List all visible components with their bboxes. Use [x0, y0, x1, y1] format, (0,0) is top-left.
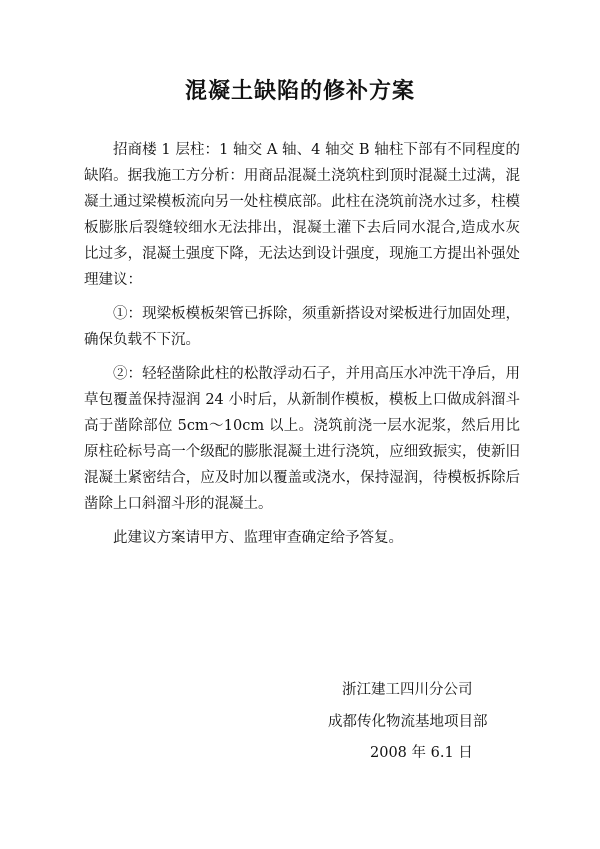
paragraph-item-2: ②：轻轻凿除此柱的松散浮动石子，并用高压水冲洗干净后，用草包覆盖保持湿润 24 小时后，从新制作模板，模板上口做成斜溜斗高于凿除部位 5cm～10cm 以上。浇筑前浇一层水泥浆，然后用比原柱砼标号高一个级配的膨胀混凝土进行浇筑，应细致振实，使新旧混凝土紧密结合，应及时加以覆盖或浇水，保持湿润，待模板拆除后凿除上口斜溜斗形的混凝土。	[84, 366, 520, 512]
signature-date: 2008 年 6.1 日	[370, 745, 473, 761]
paragraph-item-1: ①：现梁板模板架管已拆除，须重新搭设对梁板进行加固处理，确保负载不下沉。	[84, 306, 520, 348]
document-body	[84, 137, 520, 559]
paragraph-closing: 此建议方案请甲方、监理审查确定给予答复。	[113, 530, 403, 546]
paragraph-intro: 招商楼 1 层柱：1 轴交 A 轴、4 轴交 B 轴柱下部有不同程度的缺陷。据我施工方分析：用商品混凝土浇筑柱到顶时混凝土过满，混凝土通过梁模板流向另一处柱模底部。此柱在浇筑前浇水过多，柱模板膨胀后裂缝较细水无法排出，混凝土灌下去后同水混合,造成水灰比过多，混凝土强度下降，无法达到设计强度，现施工方提出补强处理建议：	[84, 142, 520, 288]
document-title: 混凝土缺陷的修补方案	[184, 78, 415, 104]
signature-company: 浙江建工四川分公司	[342, 682, 473, 698]
signature-department: 成都传化物流基地项目部	[328, 714, 488, 730]
